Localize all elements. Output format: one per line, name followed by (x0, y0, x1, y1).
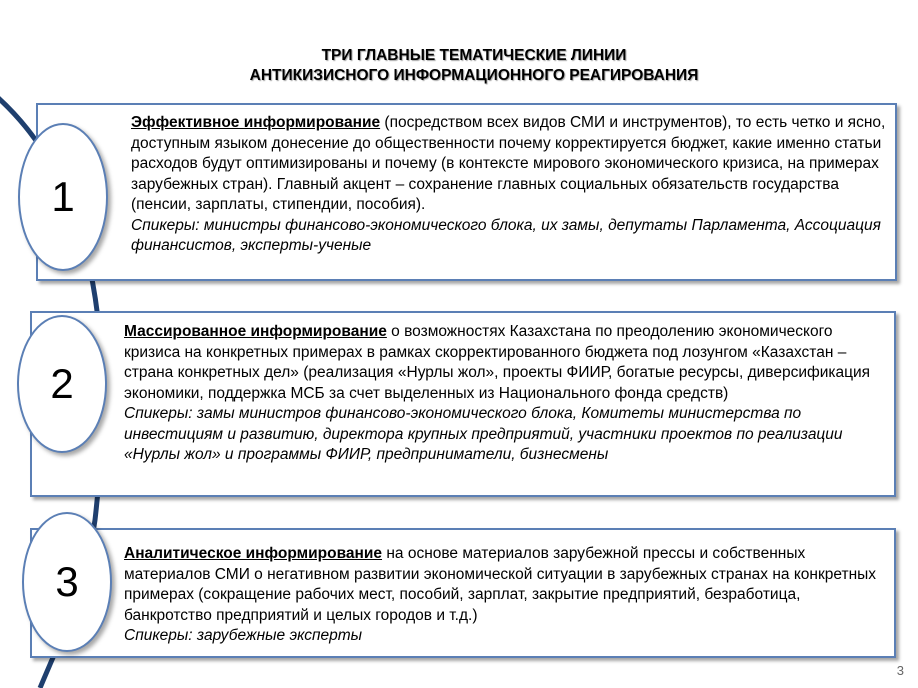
item-heading-1: Эффективное информирование (131, 114, 381, 131)
title-line-2: АНТИКИЗИСНОГО ИНФОРМАЦИОННОГО РЕАГИРОВАНИЯ (249, 67, 699, 84)
item-body-3: на основе материалов зарубежной прессы и собственных материалов СМИ о негативном развитии экономической ситуации в зарубежных странах на конкретных примерах (сокращение рабочих мест, пособий, зарплат, закрытие предприятий, безработица, банкротство предприятий и целых городов и т.д.) (124, 545, 877, 624)
page-title (0, 46, 918, 86)
number-label-3: 3 (55, 558, 79, 605)
item-speakers-1: Спикеры: министры финансово-экономического блока, их замы, депутаты Парламента, Ассоциация финансистов, эксперты-ученые (131, 216, 881, 254)
number-label-1: 1 (51, 173, 75, 220)
item-body-1: (посредством всех видов СМИ и инструментов), то есть четко и ясно, доступным языком донесение до общественности почему корректируется бюджет, какие именно статьи расходов будут оптимизированы и почему (в контексте мирового экономического кризиса, на примерах зарубежных стран). Главный акцент – сохранение главных социальных обязательств государства (пенсии, зарплаты, стипендии, пособия). (131, 114, 886, 213)
item-heading-3: Аналитическое информирование (124, 545, 383, 562)
item-body-2: о возможностях Казахстана по преодолению экономического кризиса на конкретных примерах в рамках скорректированного бюджета под лозунгом «Казахстан – страна конкретных дел» (реализация «Нурлы жол», проекты ФИИР, богатые ресурсы, диверсификация экономики, поддержка МСБ за счет выделенных из Национального фонда средств) (124, 323, 871, 402)
number-circle-3 (22, 512, 112, 652)
item-heading-2: Массированное информирование (124, 323, 387, 340)
item-box-3 (30, 528, 896, 658)
page-number: 3 (896, 663, 904, 678)
item-speakers-3: Спикеры: зарубежные эксперты (124, 627, 363, 644)
item-box-2 (30, 311, 896, 497)
number-circle-2 (17, 315, 107, 453)
number-label-2: 2 (50, 360, 74, 407)
item-text-1 (131, 113, 889, 257)
item-text-3 (124, 544, 890, 647)
item-speakers-2: Спикеры: замы министров финансово-экономического блока, Комитеты министерства по инвестициям и развитию, директора крупных предприятий, участники проектов по реализации «Нурлы жол» и программы ФИИР, предприниматели, бизнесмены (124, 405, 843, 463)
item-box-1 (36, 103, 897, 281)
number-circle-1 (18, 123, 108, 271)
item-text-2 (124, 322, 890, 466)
title-line-1: ТРИ ГЛАВНЫЕ ТЕМАТИЧЕСКИЕ ЛИНИИ (321, 47, 627, 64)
